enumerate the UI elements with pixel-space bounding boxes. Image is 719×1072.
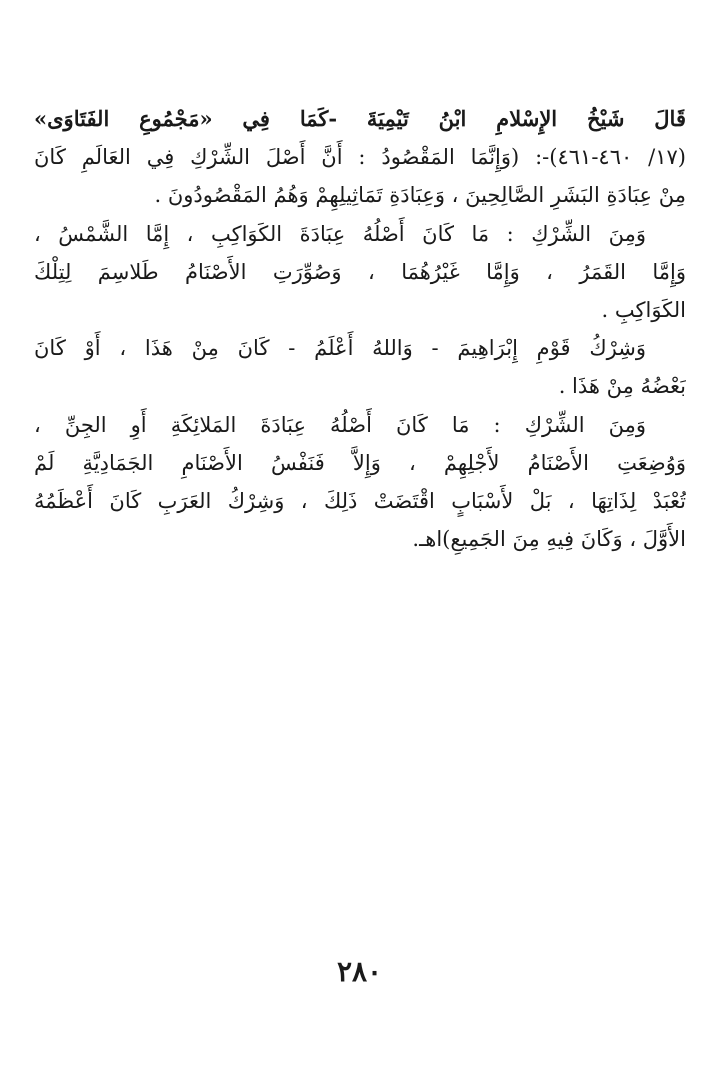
text-line-10: وَوُضِعَتِ الأَصْنَامُ لأَجْلِهِمْ ، وَإِلاَّ فَنَفْسُ الأَصْنَامِ الجَمَادِيَّةِ لَمْ (34, 450, 686, 475)
text-line-7: وَشِرْكُ قَوْمِ إِبْرَاهِيمَ - وَاللهُ أَعْلَمُ - كَانَ مِنْ هَذَا ، أَوْ كَانَ (34, 336, 646, 361)
text-line-3: مِنْ عِبَادَةِ البَشَرِ الصَّالِحِينَ ، وَعِبَادَةِ تَمَاثِيلِهِمْ وَهُمُ المَقْصُودُونَ . (154, 183, 686, 208)
body-text (34, 100, 686, 558)
text-line-5: وَإِمَّا القَمَرُ ، وَإِمَّا غَيْرُهُمَا ، وَصُوِّرَتِ الأَصْنَامُ طَلاسِمَ لِتِلْكَ (34, 259, 686, 284)
text-line-9: وَمِنَ الشِّرْكِ : مَا كَانَ أَصْلُهُ عِبَادَةَ المَلائِكَةِ أَوِ الجِنِّ ، (34, 412, 646, 437)
text-line-11: تُعْبَدْ لِذَاتِهَا ، بَلْ لأَسْبَابٍ اقْتَضَتْ ذَلِكَ ، وَشِرْكُ العَرَبِ كَانَ أَعْظَمُهُ (34, 489, 686, 514)
text-line-4: وَمِنَ الشِّرْكِ : مَا كَانَ أَصْلُهُ عِبَادَةَ الكَوَاكِبِ ، إِمَّا الشَّمْسُ ، (34, 221, 646, 246)
text-line-8: بَعْضُهُ مِنْ هَذَا . (558, 374, 686, 399)
text-line-6: الكَوَاكِبِ . (601, 298, 686, 323)
page-number: ٢٨٠ (336, 955, 383, 988)
text-line-12: الأَوَّلَ ، وَكَانَ فِيهِ مِنَ الجَمِيعِ)اهـ. (412, 527, 686, 552)
text-line-2: (١٧/ ٤٦٠-٤٦١)-: (وَإِنَّمَا المَقْصُودُ : أَنَّ أَصْلَ الشِّرْكِ فِي العَالَمِ كَانَ (34, 145, 686, 170)
text-line-1: قَالَ شَيْخُ الإِسْلامِ ابْنُ تَيْمِيَةَ -كَمَا فِي «مَجْمُوعِ الفَتَاوَى» (34, 106, 686, 131)
